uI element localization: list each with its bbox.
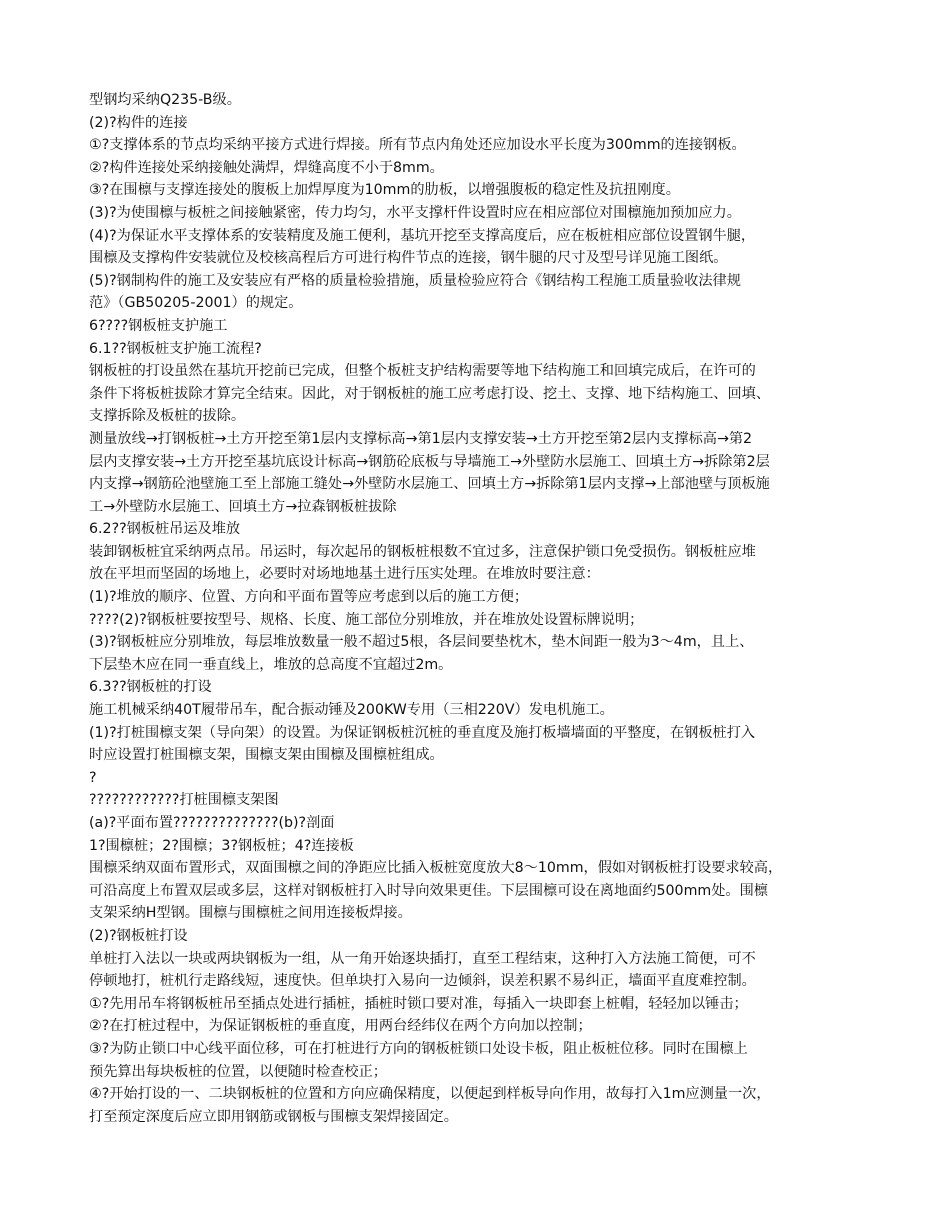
text-line: 停顿地打，桩机行走路线短，速度快。但单块打入易向一边倾斜，误差积累不易纠正，墙面平直度难控制。 [89, 973, 756, 990]
text-line: 内支撑→钢筋砼池壁施工至上部施工缝处→外壁防水层施工、回填土方→拆除第1层内支撑→上部池壁与顶板施 [89, 476, 770, 493]
section-heading: 6.3??钢板桩的打设 [89, 679, 212, 696]
text-line: 围檩及支撑构件安装就位及校核高程后方可进行构件节点的连接，钢牛腿的尺寸及型号详见施工图纸。 [89, 250, 728, 267]
text-line: ①?先用吊车将钢板桩吊至插点处进行插桩，插桩时锁口要对准，每插入一块即套上桩帽，轻轻加以锤击； [89, 995, 748, 1012]
text-line: 可沿高度上布置双层或多层，这样对钢板桩打入时导向效果更佳。下层围檩可设在离地面约500mm处。围檩 [89, 882, 768, 899]
text-line: 钢板桩的打设虽然在基坑开挖前已完成，但整个板桩支护结构需要等地下结构施工和回填完成后，在许可的 [89, 363, 756, 380]
text-line: 条件下将板桩拔除才算完全结束。因此，对于钢板桩的施工应考虑打设、挖土、支撑、地下结构施工、回填、 [89, 385, 771, 402]
figure-subcaption: (a)?平面布置??????????????(b)?剖面 [89, 815, 335, 831]
text-line: (4)?为保证水平支撑体系的安装精度及施工便利，基坑开挖至支撑高度后，应在板桩相应部位设置钢牛腿， [89, 227, 756, 244]
text-line: (1)?打桩围檩支架（导向架）的设置。为保证钢板桩沉桩的垂直度及施打板墙墙面的平整度，在钢板桩打入 [89, 724, 756, 741]
text-line: ②?在打桩过程中，为保证钢板桩的垂直度，用两台经纬仪在两个方向加以控制； [89, 1018, 592, 1035]
text-line: 打至预定深度后应立即用钢筋或钢板与围檩支架焊接固定。 [89, 1108, 458, 1125]
text-line: ????(2)?钢板桩要按型号、规格、长度、施工部位分别堆放，并在堆放处设置标牌说明； [89, 611, 644, 628]
text-line: 围檩采纳双面布置形式，双面围檩之间的净距应比插入板桩宽度放大8～10mm，假如对钢板桩打设要求较高， [89, 860, 783, 877]
section-heading: 6.2??钢板桩吊运及堆放 [89, 521, 241, 538]
text-line: 放在平坦而坚固的场地上，必要时对场地地基土进行压实处理。在堆放时要注意： [89, 566, 600, 583]
section-heading: 6????钢板桩支护施工 [89, 317, 228, 334]
text-line: (1)?堆放的顺序、位置、方向和平面布置等应考虑到以后的施工方便； [89, 589, 529, 606]
text-line: 工→外壁防水层施工、回填土方→拉森钢板桩拔除 [89, 498, 397, 515]
text-line: 装卸钢板桩宜采纳两点吊。吊运时，每次起吊的钢板桩根数不宜过多，注意保护锁口免受损伤。钢板桩应堆 [89, 543, 756, 560]
text-line: ②?构件连接处采纳接触处满焊，焊缝高度不小于8mm。 [89, 159, 444, 176]
text-line: 施工机械采纳40T履带吊车，配合振动锤及200KW专用（三相220V）发电机施工。 [89, 702, 614, 719]
text-line: ①?支撑体系的节点均采纳平接方式进行焊接。所有节点内角处还应加设水平长度为300mm的连接钢板。 [89, 137, 746, 154]
text-line: 预先算出每块板桩的位置，以便随时检查校正； [89, 1063, 387, 1080]
text-line: 层内支撑安装→土方开挖至基坑底设计标高→钢筋砼底板与导墙施工→外壁防水层施工、回填土方→拆除第2层 [89, 453, 770, 470]
text-line: 测量放线→打钢板桩→土方开挖至第1层内支撑标高→第1层内支撑安装→土方开挖至第2层内支撑标高→第2 [89, 430, 753, 447]
image-placeholder: ? [89, 769, 97, 786]
text-line: ③?在围檩与支撑连接处的腹板上加焊厚度为10mm的肋板，以增强腹板的稳定性及抗扭刚度。 [89, 182, 680, 199]
section-heading: (2)?构件的连接 [89, 114, 188, 131]
text-line: (5)?钢制构件的施工及安装应有严格的质量检验措施，质量检验应符合《钢结构工程施工质量验收法律规 [89, 272, 741, 289]
text-line: 范》（GB50205-2001）的规定。 [89, 295, 303, 312]
section-heading: 6.1??钢板桩支护施工流程? [89, 340, 262, 357]
text-line: 下层垫木应在同一垂直线上，堆放的总高度不宜超过2m。 [89, 656, 453, 673]
document-body [89, 89, 869, 1128]
text-line: (3)?为使围檩与板桩之间接触紧密，传力均匀，水平支撑杆件设置时应在相应部位对围檩施加预加应力。 [89, 204, 741, 221]
text-line: 时应设置打桩围檩支架，围檩支架由围檩及围檩桩组成。 [89, 747, 444, 764]
figure-caption: ????????????打桩围檩支架图 [89, 792, 279, 809]
text-line: 单桩打入法以一块或两块钢板为一组，从一角开始逐块插打，直至工程结束，这种打入方法施工简便，可不 [89, 950, 756, 967]
text-line: (3)?钢板桩应分别堆放，每层堆放数量一般不超过5根，各层间要垫枕木，垫木间距一般为3～4m，且上、 [89, 634, 754, 651]
text-line: 支架采纳H型钢。围檩与围檩桩之间用连接板焊接。 [89, 905, 412, 922]
text-line: 型钢均采纳Q235-B级。 [89, 92, 241, 108]
text-line: 支撑拆除及板桩的拔除。 [89, 408, 246, 425]
section-heading: (2)?钢板桩打设 [89, 927, 188, 944]
text-line: ④?开始打设的一、二块钢板桩的位置和方向应确保精度，以便起到样板导向作用，故每打入1m应测量一次， [89, 1086, 771, 1103]
figure-legend: 1?围檩桩；2?围檩；3?钢板桩；4?连接板 [89, 837, 354, 854]
text-line: ③?为防止锁口中心线平面位移，可在打桩进行方向的钢板桩锁口处设卡板，阻止板桩位移。同时在围檩上 [89, 1040, 748, 1057]
